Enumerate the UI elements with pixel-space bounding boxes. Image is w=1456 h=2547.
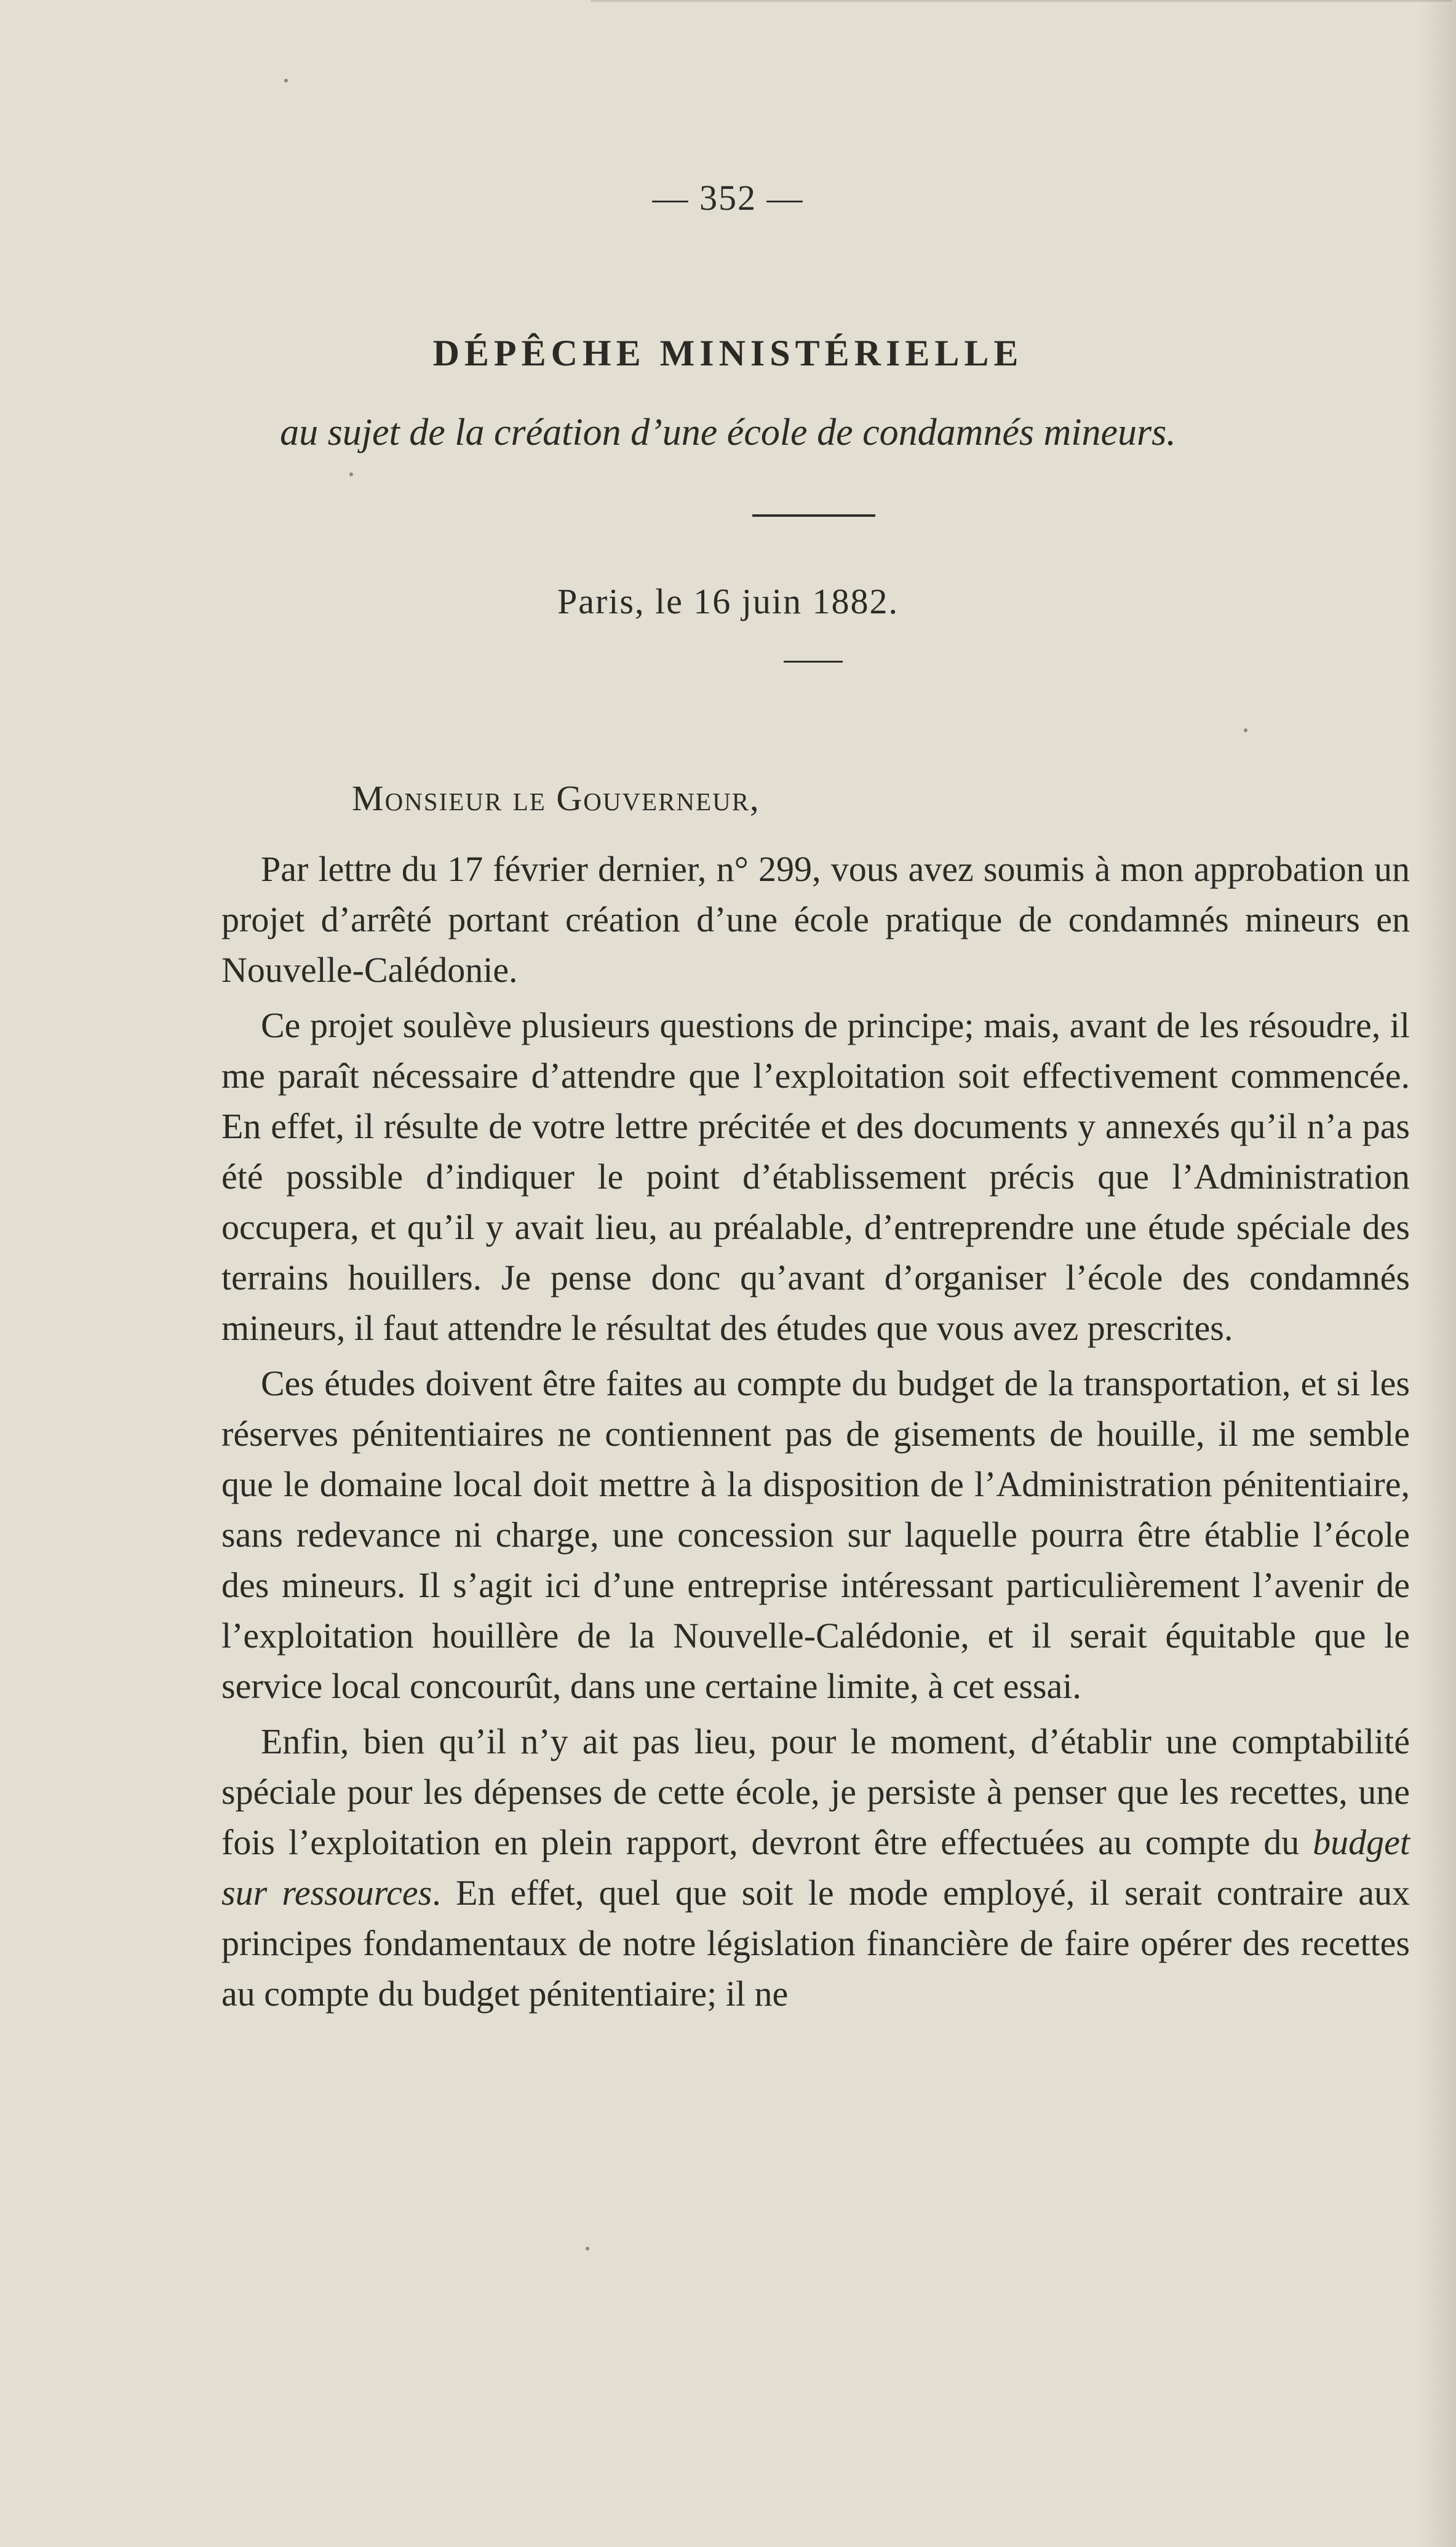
paragraph-3: Ces études doivent être faites au compte du budget de la transportation, et si les réserves pénitentiaires ne contiennent pas de gisements de houille, il me semble que le domaine local doit mettre à la disposition de l’Administration pénitentiaire, sans redevance ni charge, une concession sur laquelle pourra être établie l’école des mineurs. Il s’agit ici d’une entreprise intéressant particulièrement l’avenir de l’exploitation houillère de la Nouvelle-Calédonie, et il serait équitable que le service local concourût, dans une certaine limite, à cet essai. <box>221 1363 1410 1706</box>
top-edge-rule <box>591 0 1452 2</box>
paper-speck <box>586 2247 589 2250</box>
paragraph-4-text-before: Enfin, bien qu’il n’y ait pas lieu, pour le moment, d’établir une comptabilité spéciale pour les dépenses de cette école, je persiste à penser que les recettes, une fois l’exploitation en plein rapport, devront être effectuées au compte du <box>221 1721 1410 1862</box>
paragraph-1: Par lettre du 17 février dernier, n° 299, vous avez soumis à mon approbation un projet d’arrêté portant création d’une école pratique de condamnés mineurs en Nouvelle-Calédonie. <box>221 849 1410 990</box>
paragraph-4-italic-term: budget sur ressources <box>221 1822 1410 1913</box>
dateline-separator-rule <box>784 661 843 663</box>
dateline: Paris, le 16 juin 1882. <box>557 581 899 621</box>
document-title: DÉPÊCHE MINISTÉRIELLE <box>432 333 1024 373</box>
binding-shadow <box>1419 0 1456 2547</box>
paper-speck <box>1244 728 1247 732</box>
salutation: Monsieur le Gouverneur, <box>352 778 760 818</box>
paper-speck <box>284 79 288 82</box>
paragraph-4-text-after: . En effet, quel que soit le mode employé, il serait contraire aux principes fondamentaux de notre législation financière de faire opérer des recettes au compte du budget pénitentiaire; il ne <box>221 1873 1410 2014</box>
paragraph-4 <box>221 1716 1410 2019</box>
letter-body <box>221 844 1410 2024</box>
title-separator-rule <box>752 514 875 517</box>
paragraph-2: Ce projet soulève plusieurs questions de principe; mais, avant de les résoudre, il me paraît nécessaire d’attendre que l’exploitation soit effectivement commencée. En effet, il résulte de votre lettre précitée et des documents y annexés qu’il n’a pas été possible d’indiquer le point d’établissement précis que l’Administration occupera, et qu’il y avait lieu, au préalable, d’entreprendre une étude spéciale des terrains houillers. Je pense donc qu’avant d’organiser l’école des condamnés mineurs, il faut attendre le résultat des études que vous avez prescrites. <box>221 1005 1410 1348</box>
page-number: — 352 — <box>652 178 804 218</box>
document-subtitle: au sujet de la création d’une école de condamnés mineurs. <box>280 412 1176 453</box>
paper-speck <box>349 472 353 476</box>
